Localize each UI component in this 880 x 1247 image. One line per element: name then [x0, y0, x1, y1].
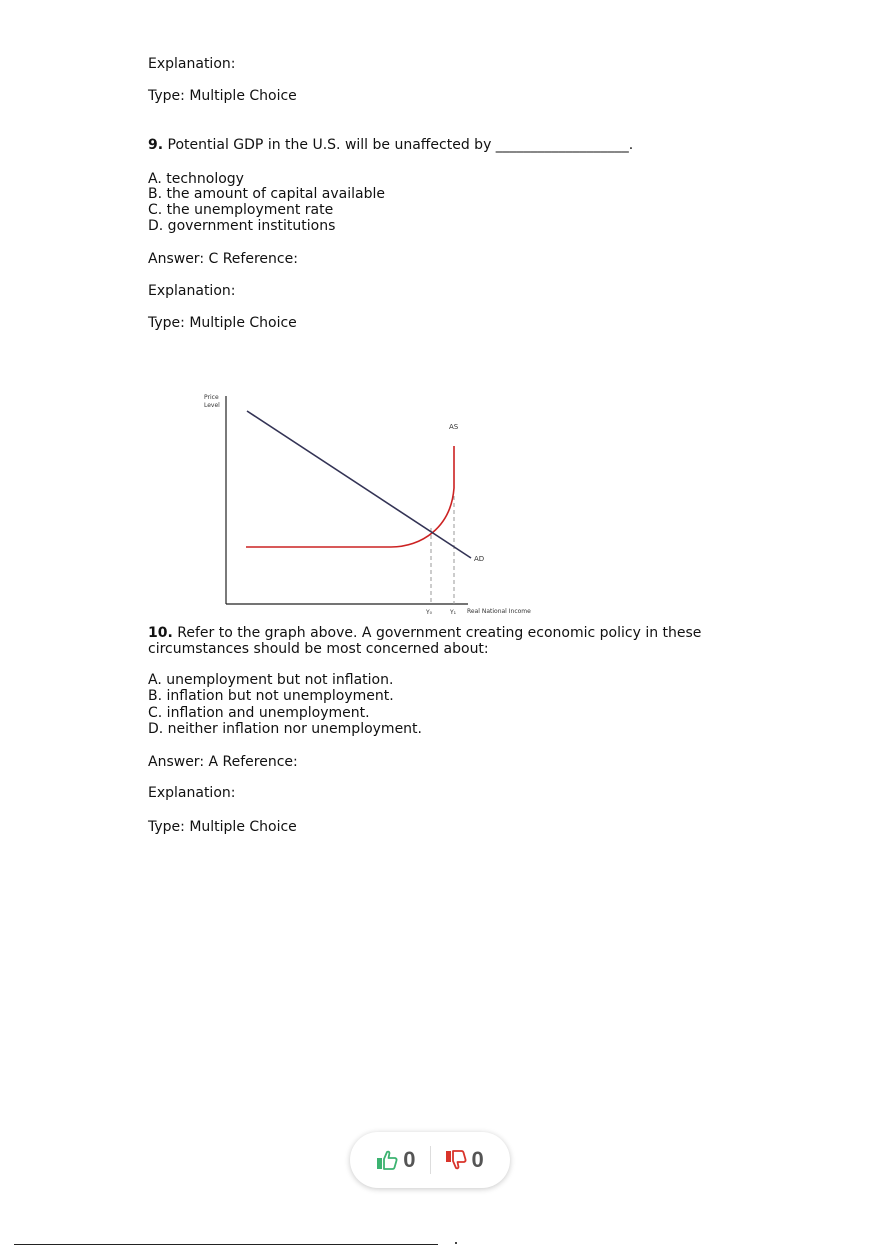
- as-label: AS: [449, 423, 459, 431]
- q10-option-c: C. inflation and unemployment.: [148, 705, 370, 721]
- q9-option-a: A. technology: [148, 171, 244, 187]
- footer-rule: [14, 1244, 438, 1245]
- tick-y0: Y₀: [426, 609, 433, 616]
- as-curve: [246, 446, 454, 547]
- ad-as-graph: [196, 388, 546, 618]
- thumbs-down-count: 0: [471, 1147, 484, 1172]
- q10-option-a: A. unemployment but not inflation.: [148, 672, 394, 688]
- ad-label: AD: [474, 555, 485, 563]
- q10-option-d: D. neither inflation nor unemployment.: [148, 721, 422, 737]
- thumbs-up-button[interactable]: [362, 1147, 429, 1173]
- q9-number: 9.: [148, 137, 164, 153]
- q9-option-d: D. government institutions: [148, 218, 336, 234]
- thumbs-down-button[interactable]: [431, 1147, 498, 1173]
- x-axis-label: Real National Income: [467, 608, 531, 615]
- q9-explanation-label: Explanation:: [148, 283, 236, 299]
- q10-option-b: B. inflation but not unemployment.: [148, 688, 394, 704]
- tick-y1: Y₁: [450, 609, 457, 616]
- thumbs-down-icon: [445, 1150, 467, 1170]
- vote-widget: [350, 1132, 510, 1188]
- q9-question: [148, 137, 633, 153]
- q9-option-c: C. the unemployment rate: [148, 202, 334, 218]
- y-axis-label-line2: Level: [204, 402, 220, 409]
- q10-number: 10.: [148, 625, 173, 641]
- q10-answer: Answer: A Reference:: [148, 754, 298, 770]
- q10-explanation-label: Explanation:: [148, 785, 236, 801]
- q9-text: Potential GDP in the U.S. will be unaffected by ___________________.: [167, 137, 634, 153]
- q9-type-label: Type: Multiple Choice: [148, 315, 297, 331]
- prev-explanation-label: Explanation:: [148, 56, 236, 72]
- q9-answer: Answer: C Reference:: [148, 251, 298, 267]
- thumbs-up-icon: [376, 1150, 398, 1170]
- q9-option-b: B. the amount of capital available: [148, 186, 385, 202]
- q10-type-label: Type: Multiple Choice: [148, 819, 297, 835]
- prev-type-label: Type: Multiple Choice: [148, 88, 297, 104]
- q10-text-line1: Refer to the graph above. A government creating economic policy in these: [177, 625, 702, 641]
- footer-dot: [455, 1242, 457, 1244]
- q10-question-line1: [148, 625, 701, 641]
- y-axis-label-line1: Price: [204, 394, 219, 401]
- q10-text-line2: circumstances should be most concerned about:: [148, 641, 489, 657]
- thumbs-up-count: 0: [403, 1147, 416, 1172]
- ad-line: [247, 411, 471, 558]
